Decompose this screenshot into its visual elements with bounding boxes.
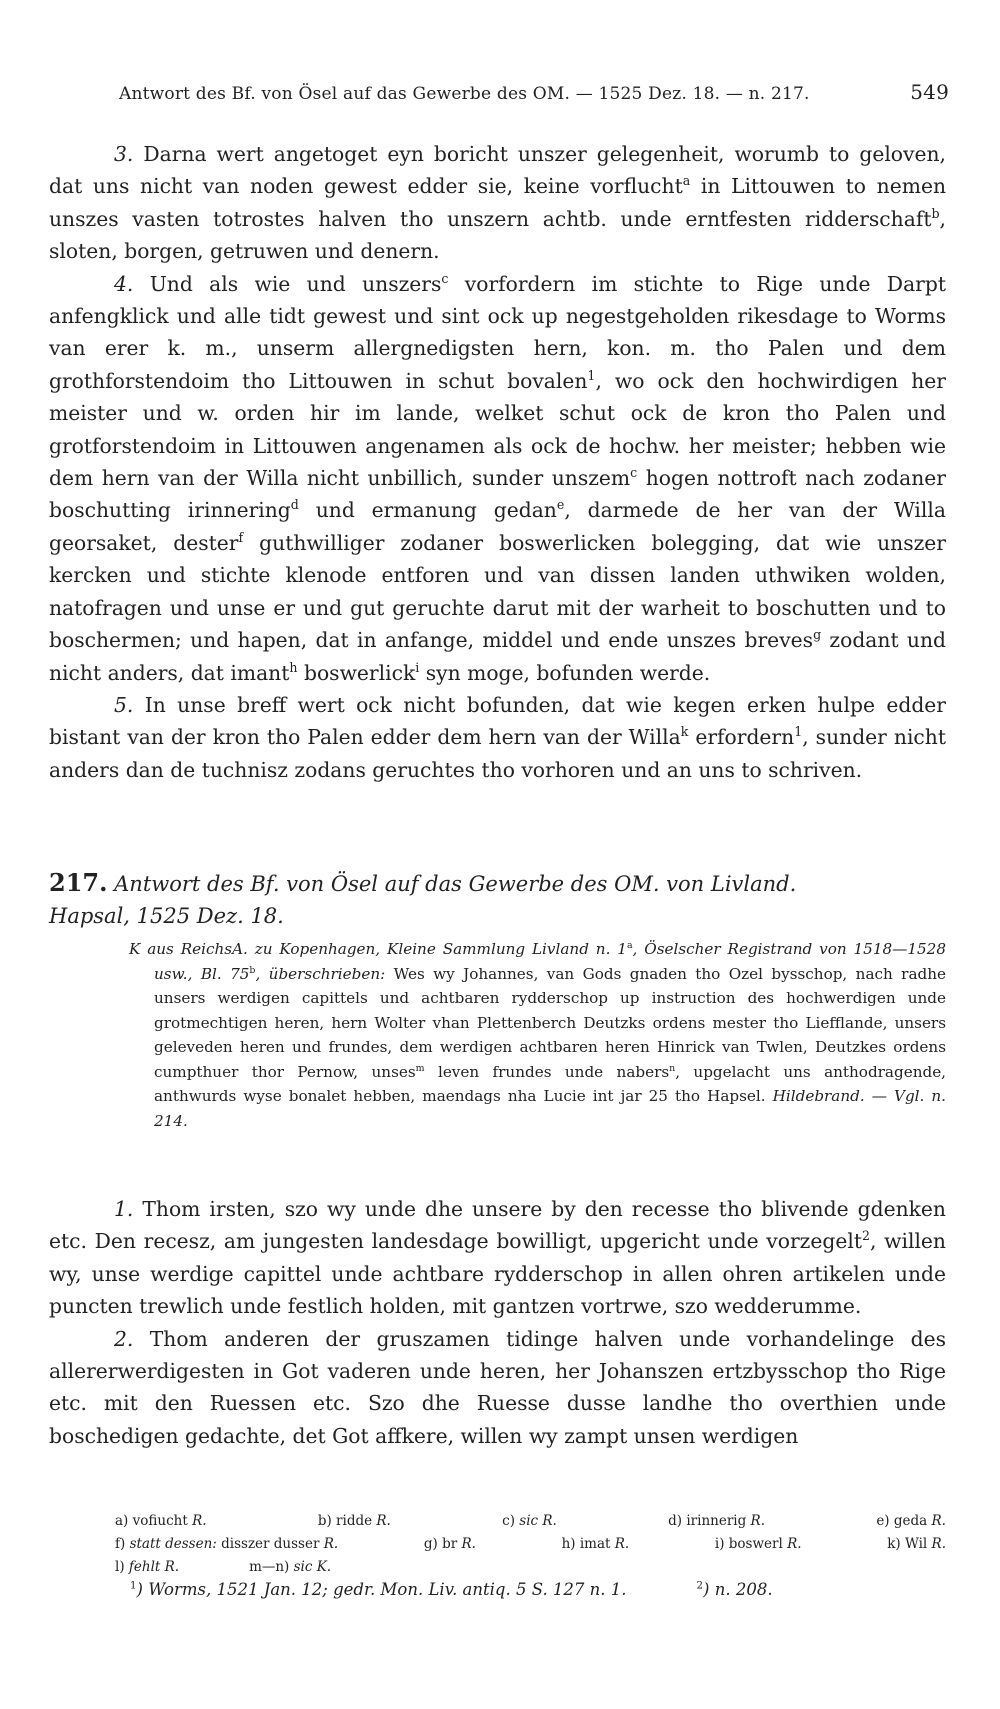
paragraph-2: 2. Thom anderen der gruszamen tidinge halven unde vorhandelinge des allererwerdigesten in Got vaderen unde heren, her Johanszen ertzbysschop tho Rige etc. mit den Ruessen etc. Szo dhe Ruesse dusse landhe tho overthien unde boschedigen gedachte, det Got affkere, willen wy zampt unsen werdigen [49,1326,946,1448]
footnote-mark: 1 [587,368,596,384]
apparatus-entry: c) sic R. [502,1513,557,1529]
document-number: 217. [49,868,108,897]
document-text-block [49,1193,946,1452]
apparatus-mark: n [669,1062,676,1074]
running-title: Antwort des Bf. von Ösel auf das Gewerbe des OM. — 1525 Dez. 18. — n. 217. [119,84,810,104]
apparatus-mark: b [931,206,940,222]
source-note: K aus ReichsA. zu Kopenhagen, Kleine Sammlung Livland n. 1$^a$, Öselscher Registrand von 1518—1528 usw., Bl. 75$^b$, überschrieben: Wes wy Johannes, van Gods gnaden tho Ozel bysschop, nach radhe unsers werdigen capittels und achtbaren rydderschop up instruction des hochwerdigen unde grotmechtigen heren, hern Wolter vhan Plettenberch Deutzks ordens mester tho Liefflande, unsers geleveden heren und frundes, dem werdigen achtbaren heren Hinrick van Twlen, Deutzkes ordens cumpthuer thor Pernow, unses$^m$ leven frundes unde nabers$^n$, upgelacht uns anthodragende, anthwurds wyse bonalet hebben, maendags nha Lucie int jar 25 tho Hapsel. Hildebrand. — Vgl. n. 214. [129,939,947,1130]
apparatus-mark: h [289,659,298,675]
document-title-line-1: 217. Antwort des Bf. von Ösel auf das Gewerbe des OM. von Livland. [49,868,797,897]
apparatus-entry: h) imat R. [561,1536,630,1552]
paragraph-number: 1. [114,1197,134,1221]
apparatus-entry: e) geda R. [876,1513,946,1529]
apparatus-mark: g [813,627,822,643]
apparatus-entry: k) Wil R. [887,1536,946,1552]
apparatus-entry: i) boswerl R. [714,1536,802,1552]
apparatus-row [115,1510,946,1533]
page-number: 549 [910,80,949,104]
apparatus-mark: f [238,530,244,546]
apparatus-entry: m—n) sic K. [249,1559,332,1575]
apparatus-mark: m [415,1062,425,1074]
apparatus-entry: l) fehlt R. [115,1559,180,1575]
apparatus-mark: c [441,270,449,286]
apparatus-mark: d [290,497,299,513]
apparatus-mark: c [630,465,638,481]
paragraph-number: 4. [114,271,134,296]
editor-note: Hildebrand. — Vgl. n. 214. [154,1087,947,1130]
document-title-line-2: Hapsal, 1525 Dez. 18. [49,904,284,928]
footnote-2: $^2$) n. 208. [696,1580,773,1599]
footnote-1: $^1$) Worms, 1521 Jan. 12; gedr. Mon. Liv. antiq. 5 S. 127 n. 1. [130,1580,627,1599]
apparatus-entry: d) irinnerig R. [668,1513,766,1529]
document-heading [49,867,946,932]
paragraph-4: 4. Und als wie und unszers$^c$ vorfordern im stichte to Rige unde Darpt anfengklick und alle tidt gewest und sint ock up negestgeholden rikesdage to Worms van erer k. m., unserm allergnedigsten hern, kon. m. tho Palen und dem grothforstendoim tho Littouwen in schut bovalen$^1$, wo ock den hochwirdigen her meister und w. orden hir im lande, welket schut ock de kron tho Palen und grotforstendoim in Littouwen angenamen als ock de hochw. her meister; hebben wie dem hern van der Willa nicht unbillich, sunder unszem$^c$ hogen nottroft nach zodaner boschutting irinnering$^d$ und ermanung gedan$^e$, darmede de her van der Willa georsaket, dester$^f$ guthwilliger zodaner boswerlicken bolegging, dat wie unszer kercken und stichte klenode entforen und van dissen landen uthwiken wolden, natofragen und unse er und gut geruchte darut mit der warheit to boschutten und to boschermen; und hapen, dat in anfange, middel und ende unszes breves$^g$ zodant und nicht anders, dat imant$^h$ boswerlick$^i$ syn moge, bofunden werde. [49,270,947,685]
apparatus-mark: a [682,173,691,189]
apparatus-row [115,1556,946,1579]
apparatus-row [115,1533,946,1556]
apparatus-entry: f) statt dessen: disszer dusser R. [115,1536,339,1552]
apparatus-entry: a) vofiucht R. [115,1513,207,1529]
apparatus-mark: e [556,497,565,513]
paragraph-number: 2. [114,1326,134,1351]
apparatus-mark: i [415,659,420,675]
running-header [119,80,949,104]
footnote-mark: 2 [861,1228,870,1244]
apparatus-entry: g) br R. [423,1536,476,1552]
footnotes [130,1578,946,1602]
apparatus-entry: b) ridde R. [317,1513,391,1529]
paragraph-number: 5. [114,692,134,717]
footnote-mark: 1 [794,724,803,740]
paragraph-3: 3. Darna wert angetoget eyn boricht unszer gelegenheit, worumb to geloven, dat uns nicht van noden gewest edder sie, keine vorflucht$^a$ in Littouwen to nemen unszes vasten totrostes halven tho unszern achtb. unde erntfesten ridderschaft$^b$, sloten, borgen, getruwen und denern. [49,142,947,264]
paragraph-5: 5. In unse breff wert ock nicht bofunden, dat wie kegen erken hulpe edder bistant van der kron tho Palen edder dem hern van der Willa$^k$ erfordern$^1$, sunder nicht anders dan de tuchnisz zodans geruchtes tho vorhoren und an uns to schriven. [49,692,946,782]
apparatus-mark: k [680,724,689,740]
continued-text-block [49,138,946,786]
critical-apparatus [115,1510,946,1579]
paragraph-number: 3. [114,142,134,166]
paragraph-1: 1. Thom irsten, szo wy unde dhe unsere by den recesse tho blivende gdenken etc. Den recesz, am jungesten landesdage bowilligt, upgericht unde vorzegelt$^2$, willen wy, unse werdige capittel unde achtbare rydderschop in allen ohren artikelen unde puncten trewlich unde festlich holden, mit gantzen vortrwe, szo wedderumme. [49,1197,946,1319]
